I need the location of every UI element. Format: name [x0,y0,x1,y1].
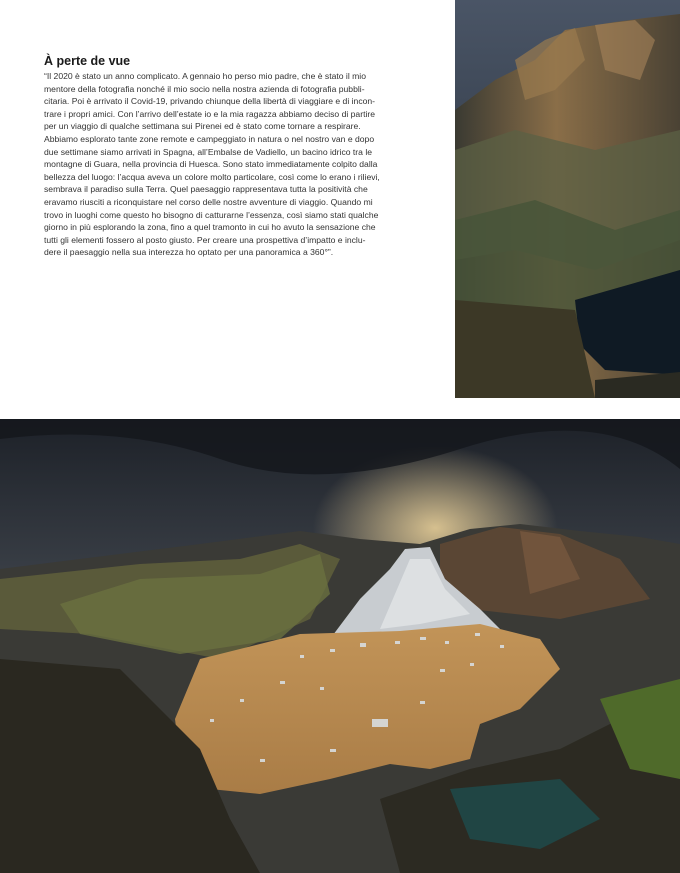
body-line: “Il 2020 è stato un anno complicato. A gennaio ho perso mio padre, che è stato il mio [44,71,366,81]
article-title: À perte de vue [44,54,131,68]
article-block [44,54,442,259]
body-line: mentore della fotografia nonché il mio socio nella nostra azienda di fotografia pubbli- [44,83,365,94]
body-line: sembrava il paradiso sulla Terra. Quel paesaggio rappresentava tutta la positività che [44,184,368,195]
article-body [44,70,442,259]
body-line: trare i propri amici. Con l’arrivo dell’estate io e la mia ragazza abbiamo deciso di partire [44,108,376,119]
body-line: montagne di Guara, nella provincia di Huesca. Sono stato immediatamente colpito dalla [44,159,378,170]
body-line: dere il paesaggio nella sua interezza ho optato per una panoramica a 360°”. [44,247,334,258]
glacier-lake-photo [0,419,680,873]
body-line: tutti gli elementi fossero al posto giusto. Per creare una prospettiva d’impatto e inclu- [44,234,366,245]
body-line: bellezza del luogo: l’acqua aveva un colore molto particolare, così come lo erano i rilievi, [44,171,380,182]
cliff-lake-photo [455,0,680,398]
body-line: citaria. Poi è arrivato il Covid-19, privando chiunque della libertà di viaggiare e di incon- [44,96,376,107]
body-line: giorno in più esplorando la zona, fino a quel tramonto in cui ho avuto la sensazione che [44,222,376,233]
body-line: Abbiamo esplorato tante zone remote e campeggiato in natura o nel nostro van e dopo [44,133,375,144]
body-line: trovo in luoghi come questo ho bisogno di catturarne l’essenza, così siamo stati qualche [44,209,379,220]
body-line: due settimane siamo arrivati in Spagna, all’Embalse de Vadiello, un bacino idrico tra le [44,146,373,157]
body-line: eravamo riusciti a riconquistare nel corso delle nostre avventure di viaggio. Quando mi [44,196,373,207]
body-line: per un viaggio di qualche settimana sui Pirenei ed è stato come tornare a respirare. [44,121,361,132]
